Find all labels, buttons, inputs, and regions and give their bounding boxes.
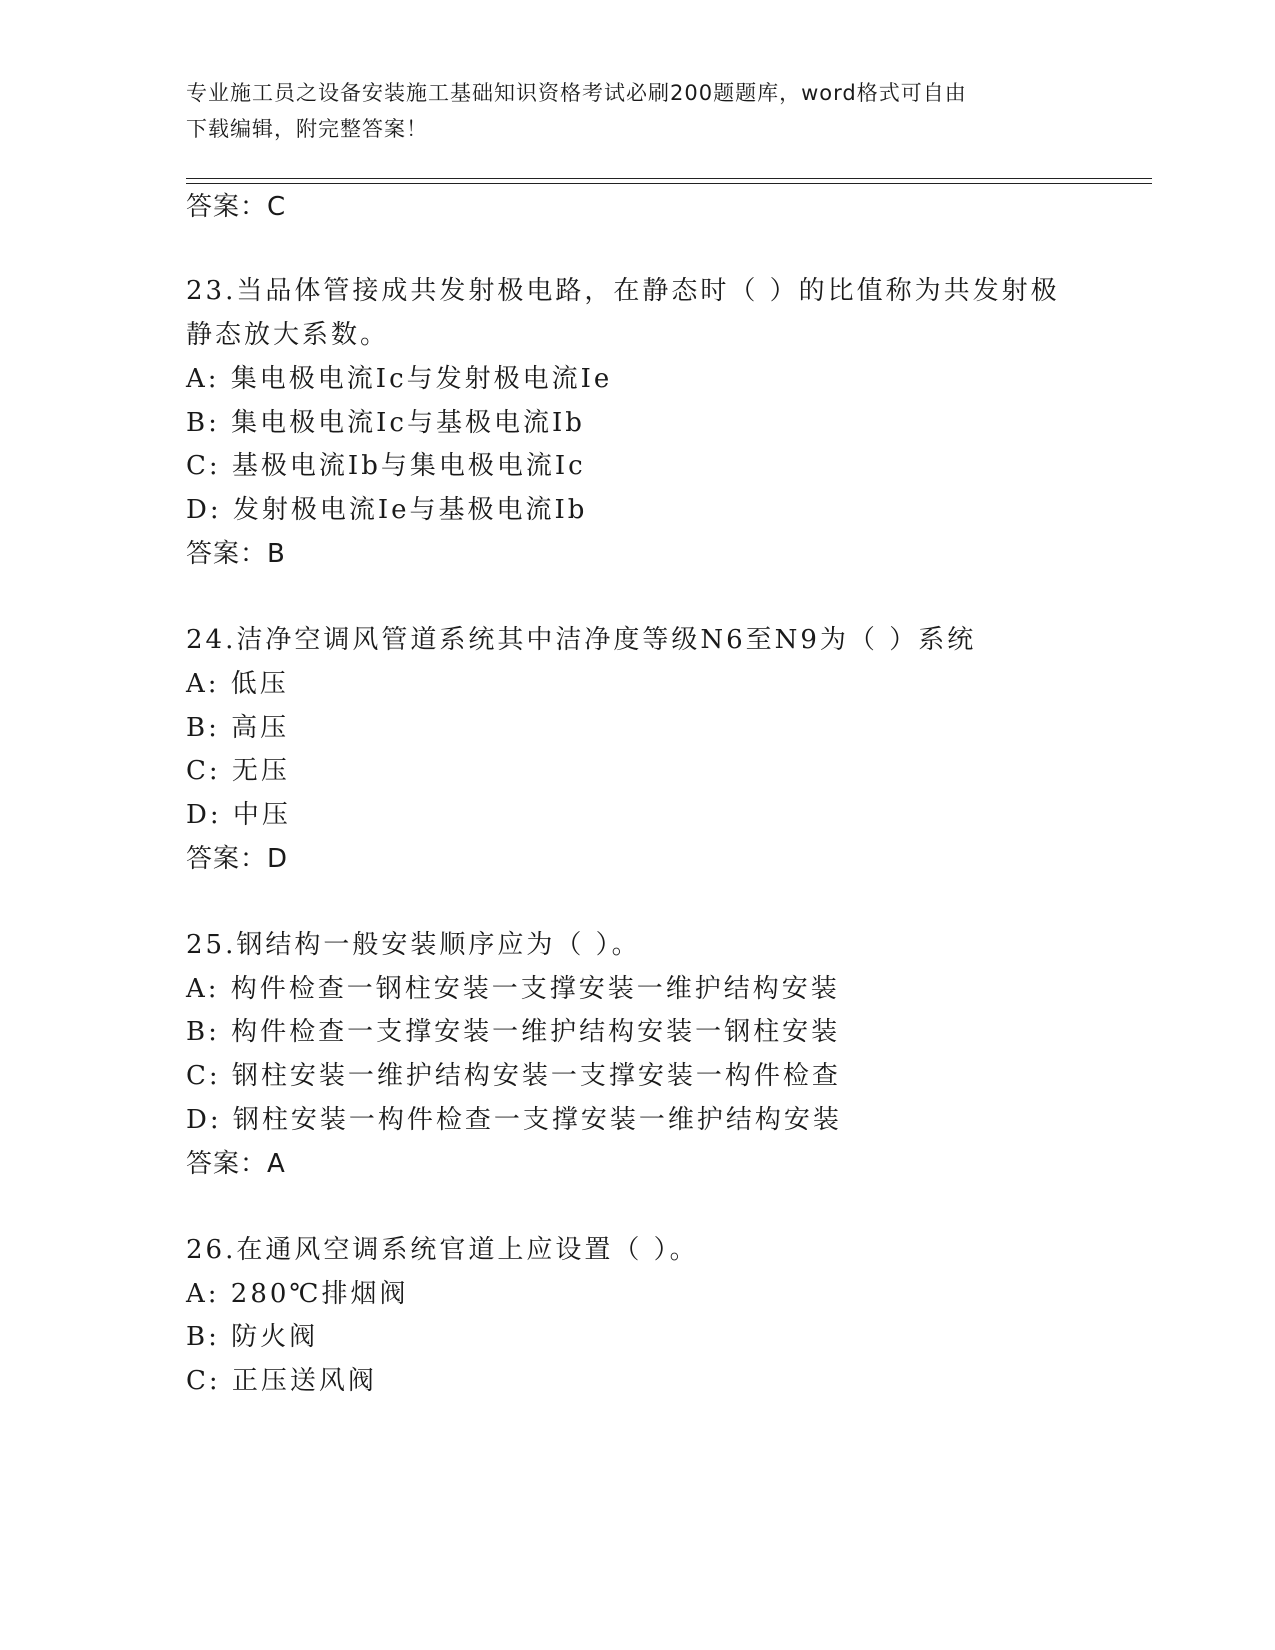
question-25-option-a: A: 构件检查一钢柱安装一支撑安装一维护结构安装 (186, 974, 840, 1004)
header-line-2: 下载编辑，附完整答案！ (186, 117, 428, 141)
question-23-stem-line-1: 23.当品体管接成共发射极电路，在静态时（ ）的比值称为共发射极 (186, 276, 1060, 306)
previous-answer: 答案：C (186, 192, 287, 222)
header-line-1: 专业施工员之设备安装施工基础知识资格考试必刷200题题库，word格式可自由 (186, 81, 967, 105)
question-23-stem-line-2: 静态放大系数。 (186, 320, 390, 350)
header-rule-top (186, 178, 1152, 179)
question-24-option-a: A: 低压 (186, 669, 289, 699)
question-25-stem-line-1: 25.钢结构一般安装顺序应为（ ）。 (186, 930, 641, 960)
question-24-option-c: C: 无压 (186, 756, 290, 786)
question-24-stem-line-1: 24.洁净空调风管道系统其中洁净度等级N6至N9为（ ）系统 (186, 625, 977, 655)
question-23-option-c: C: 基极电流Ib与集电极电流Ic (186, 451, 586, 481)
question-23-option-a: A: 集电极电流Ic与发射极电流Ie (186, 364, 613, 394)
question-25-option-c: C: 钢柱安装一维护结构安装一支撑安装一构件检查 (186, 1061, 841, 1091)
document-header (186, 75, 1086, 147)
question-26-stem-line-1: 26.在通风空调系统官道上应设置（ ）。 (186, 1235, 699, 1265)
question-25-answer: 答案：A (186, 1149, 286, 1179)
header-rule-bottom (186, 183, 1152, 184)
question-25-option-b: B: 构件检查一支撑安装一维护结构安装一钢柱安装 (186, 1017, 841, 1047)
question-23-answer: 答案：B (186, 539, 286, 569)
question-25-option-d: D: 钢柱安装一构件检查一支撑安装一维护结构安装 (186, 1105, 842, 1135)
question-26-option-a: A: 280℃排烟阀 (186, 1279, 409, 1309)
question-24-option-d: D: 中压 (186, 800, 291, 830)
question-23-option-d: D: 发射极电流Ie与基极电流Ib (186, 495, 588, 525)
question-24-option-b: B: 高压 (186, 713, 290, 743)
question-26-option-b: B: 防火阀 (186, 1322, 319, 1352)
question-26-option-c: C: 正压送风阀 (186, 1366, 377, 1396)
question-23-option-b: B: 集电极电流Ic与基极电流Ib (186, 408, 585, 438)
question-24-answer: 答案：D (186, 844, 289, 874)
